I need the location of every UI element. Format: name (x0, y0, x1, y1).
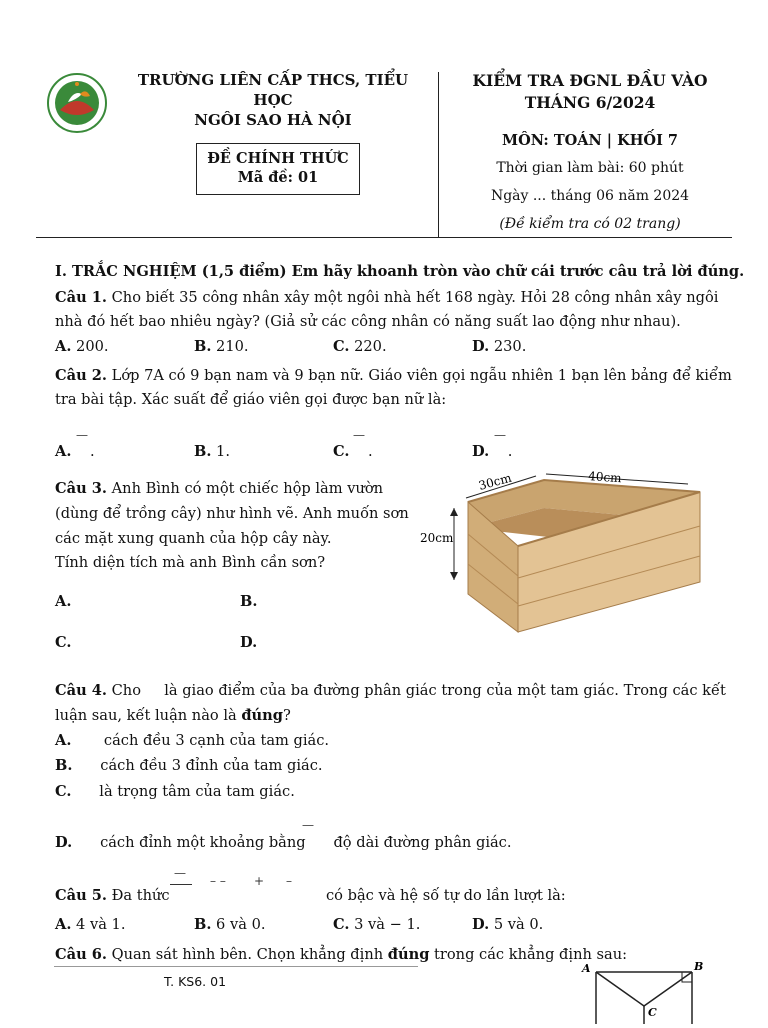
header-divider (438, 72, 439, 238)
q3-option-c: C. (55, 634, 72, 651)
q4-option-a: A. cách đều 3 cạnh của tam giác. (55, 732, 330, 749)
q5-option-a: A. 4 và 1. (55, 916, 126, 933)
minus-sign: – – (210, 874, 226, 888)
official-label: ĐỀ CHÍNH THỨC (207, 150, 349, 167)
dim-width-label: 30cm (477, 470, 514, 493)
q1-option-c: C. 220. (333, 338, 387, 355)
fraction-bar: — (302, 818, 314, 832)
q3-line1: Câu 3. Anh Bình có một chiếc hộp làm vườn (55, 480, 384, 497)
exam-code: Mã đề: 01 (237, 169, 319, 186)
duration: Thời gian làm bài: 60 phút (496, 160, 684, 176)
section-title: I. TRẮC NGHIỆM (1,5 điểm) Em hãy khoanh tròn vào chữ cái trước câu trả lời đúng. (55, 263, 745, 280)
q6-line1: Câu 6. Quan sát hình bên. Chọn khẳng định đúng trong các khẳng định sau: (55, 946, 628, 963)
q2-option-a: A. . (55, 443, 95, 460)
exam-title-line2: THÁNG 6/2024 (524, 93, 656, 112)
geometry-diagram (578, 960, 718, 1024)
q3-text3: các mặt xung quanh của hộp cây này. (55, 530, 332, 547)
footer-code: T. KS6. 01 (164, 974, 227, 989)
q2-option-d: D. . (472, 443, 513, 460)
plus-sign: + (254, 874, 265, 888)
dim-length-label: 40cm (587, 469, 623, 486)
exam-date: Ngày ... tháng 06 năm 2024 (490, 188, 690, 204)
q1-option-d: D. 230. (472, 338, 527, 355)
fraction-bar: — (494, 428, 506, 442)
q4-line1: Câu 4. Cho là giao điểm của ba đường phân giác trong của một tam giác. Trong các kết (55, 682, 726, 699)
q5-option-d: D. 5 và 0. (472, 916, 544, 933)
q1-option-b: B. 210. (194, 338, 249, 355)
school-logo-icon (46, 72, 108, 134)
q3-option-a: A. (55, 593, 72, 610)
q4-line2: luận sau, kết luận nào là đúng? (55, 707, 291, 724)
exam-title-line1: KIỂM TRA ĐGNL ĐẦU VÀO (472, 71, 708, 90)
pages-note: (Đề kiểm tra có 02 trang) (499, 216, 681, 232)
subject: MÔN: TOÁN | KHỐI 7 (502, 132, 678, 149)
q5-option-b: B. 6 và 0. (194, 916, 266, 933)
q4-option-d: D. cách đỉnh một khoảng bằng độ dài đường phân giác. (55, 834, 512, 851)
q2-option-c: C. . (333, 443, 373, 460)
q5-line1: Câu 5. Đa thức (55, 887, 170, 904)
q1-label: Câu 1. (55, 289, 107, 306)
q3-option-b: B. (240, 593, 258, 610)
minus-sign: – (286, 874, 292, 888)
point-b-label: B (694, 960, 704, 973)
fraction-bar: — (76, 428, 88, 442)
q5-option-c: C. 3 và − 1. (333, 916, 421, 933)
fraction-bar: — (353, 428, 365, 442)
fraction-line (170, 884, 192, 885)
dim-height-label: 20cm (420, 531, 454, 545)
q2-option-b: B. 1. (194, 443, 230, 460)
q2-text2: tra bài tập. Xác suất để giáo viên gọi được bạn nữ là: (55, 391, 447, 408)
footer-rule (54, 966, 418, 967)
garden-box-image (418, 462, 730, 636)
point-a-label: A (582, 962, 591, 975)
q1-text1: Cho biết 35 công nhân xây một ngôi nhà hết 168 ngày. Hỏi 28 công nhân xây ngôi (107, 289, 719, 306)
school-line2: NGÔI SAO HÀ NỘI (194, 111, 352, 129)
q2-line1: Câu 2. Lớp 7A có 9 bạn nam và 9 bạn nữ. Giáo viên gọi ngẫu nhiên 1 bạn lên bảng để kiểm (55, 367, 732, 384)
q1-option-a: A. 200. (55, 338, 109, 355)
exam-title (470, 70, 710, 114)
school-logo (46, 72, 108, 134)
q1-line1 (55, 288, 718, 308)
q5-text2: có bậc và hệ số tự do lần lượt là: (326, 887, 566, 904)
q4-option-b: B. cách đều 3 đỉnh của tam giác. (55, 757, 323, 774)
q3-option-d: D. (240, 634, 258, 651)
header-rule (36, 237, 732, 238)
school-name (128, 70, 418, 130)
official-box (196, 143, 360, 195)
point-c-label: C (648, 1006, 657, 1019)
geometry-figure (578, 960, 718, 1024)
q3-text2: (dùng để trồng cây) như hình vẽ. Anh muốn sơn (55, 505, 409, 522)
garden-box-figure (418, 462, 730, 636)
q4-option-c: C. là trọng tâm của tam giác. (55, 783, 295, 800)
q1-text2: nhà đó hết bao nhiêu ngày? (Giả sử các công nhân có năng suất lao động như nhau). (55, 313, 681, 330)
q3-text4: Tính diện tích mà anh Bình cần sơn? (55, 554, 326, 571)
school-line1: TRƯỜNG LIÊN CẤP THCS, TIỂU HỌC (137, 71, 409, 109)
fraction-bar: — (174, 866, 186, 880)
